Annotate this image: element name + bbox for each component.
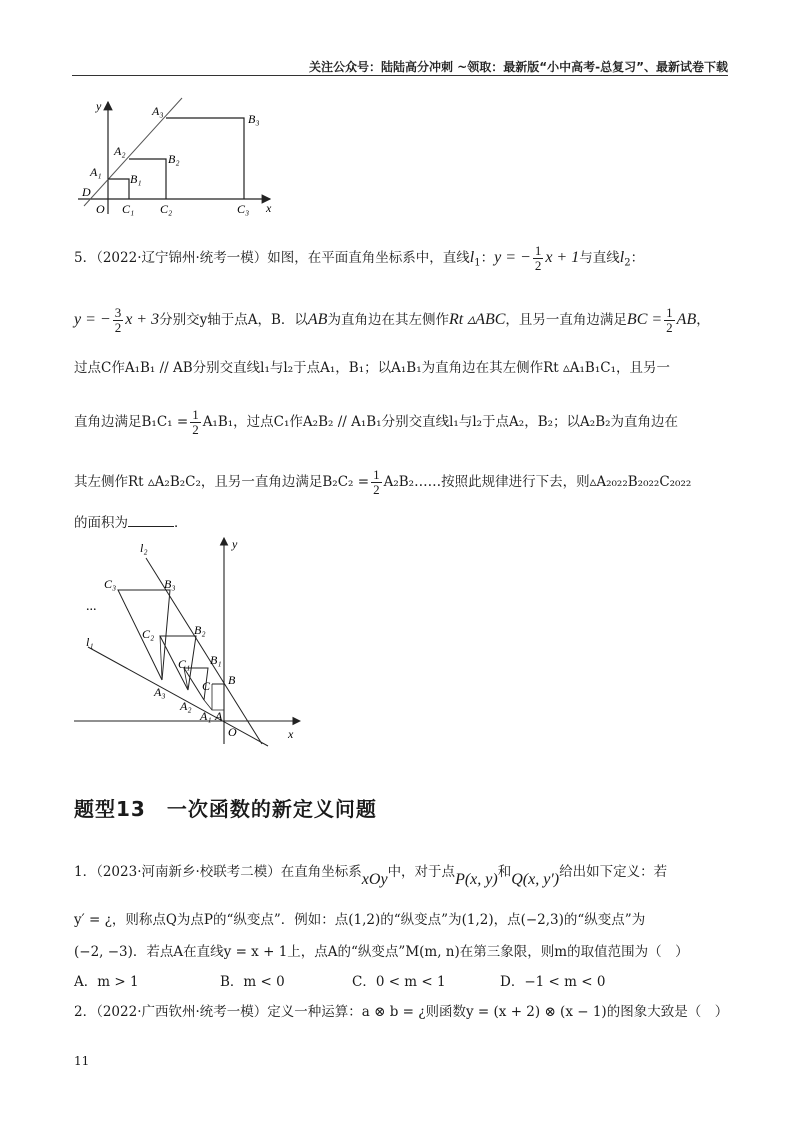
q5-text: 分别交y轴于点A，B．以 [159, 312, 308, 328]
q5-text: ： [630, 250, 645, 266]
q1-text: 中，对于点 [387, 864, 456, 880]
q5-text: 的面积为 [74, 515, 128, 531]
q2-text: 定义一种运算：a ⊗ b = ¿则函数y = (x + 2) ⊗ (x − 1)的图象大致是（ ） [267, 1004, 729, 1020]
fraction: $\frac{1}{2}$ [373, 467, 380, 497]
q1-text: 给出如下定义：若 [559, 864, 668, 880]
option-c[interactable]: C．0 < m < 1 [352, 974, 446, 990]
q1-source: （2023·河南新乡·校联考二模） [96, 864, 281, 880]
option-a[interactable]: A．m > 1 [74, 974, 139, 990]
header-rule [72, 75, 728, 76]
q5-number: 5． [74, 250, 97, 266]
q5-line-3: 过点C作A₁B₁ // AB分别交直线l₁与l₂于点A₁，B₁；以A₁B₁为直角边在其左侧作Rt ▵A₁B₁C₁，且另一 [74, 360, 671, 376]
option-d[interactable]: D．−1 < m < 0 [500, 974, 606, 990]
q5-line-1: 5．（2022·辽宁锦州·统考一模）如图，在平面直角坐标系中，直线$l_1$：y = − $\frac{1}{2}$ x + 1与直线$l_2$： [74, 243, 645, 273]
q1-line-1 [74, 862, 668, 888]
q5-text: ． [174, 515, 188, 531]
q5-text: 与直线 [579, 250, 620, 266]
q2-source: （2022·广西钦州·统考一模） [96, 1004, 268, 1020]
formula: y = − [74, 311, 111, 328]
q5-text: ， [696, 312, 710, 328]
fig2-label: ... [86, 599, 97, 614]
q5-line-5 [74, 468, 691, 497]
q1-line-2: y′ = ¿，则称点Q为点P的“纵变点”．例如：点(1,2)的“纵变点”为(1,2)，点(−2,3)的“纵变点”为 [74, 912, 646, 928]
fig1-label: B₂ [168, 152, 180, 166]
option-b[interactable]: B．m < 0 [220, 974, 285, 990]
fig1-label: A₂ [114, 144, 126, 158]
fig1-label: y [96, 99, 102, 113]
q5-text: 直角边满足B₁C₁ = [74, 414, 189, 430]
q5-text: A₂B₂……按照此规律进行下去，则▵A₂₀₂₂B₂₀₂₂C₂₀₂₂ [383, 474, 692, 490]
header-text: 关注公众号：陆陆高分冲刺 ~领取：最新版“小中高考-总复习”、最新试卷下载 [309, 60, 728, 74]
q5-text: 为直角边在其左侧作 [327, 312, 449, 328]
q5-line-6 [74, 512, 188, 533]
fig2-label: C [202, 679, 211, 693]
figure-staircase [74, 96, 284, 218]
formula: Rt ▵ABC [448, 311, 506, 328]
section-title: 题型13 一次函数的新定义问题 [74, 797, 377, 821]
step-1 [108, 179, 129, 199]
fraction: $\frac{1}{2}$ [192, 407, 199, 437]
fig2-label: l₁ [86, 635, 94, 649]
fig2-label: A [215, 709, 223, 723]
fig1-label: B₁ [130, 172, 142, 186]
answer-blank[interactable] [128, 512, 174, 527]
q1-number: 1． [74, 864, 97, 880]
l2-symbol: l [619, 249, 625, 266]
fig2-label: A₂ [180, 699, 192, 713]
fig2-label: y [232, 537, 238, 551]
fig2-label: B [228, 673, 236, 687]
figure-triangles [74, 534, 306, 750]
fig2-label: O [228, 725, 237, 739]
q5-text: A₁B₁，过点C₁作A₂B₂ // A₁B₁分别交直线l₁与l₂于点A₂，B₂；以A₂B₂为直角边在 [202, 414, 679, 430]
q5-line-2 [74, 306, 710, 335]
q5-text: ，且另一直角边满足 [505, 312, 627, 328]
formula: Q(x, y′) [511, 871, 560, 888]
q5-line-4 [74, 408, 678, 437]
fig1-label: x [266, 201, 272, 215]
fig2-label: B₃ [164, 577, 176, 591]
formula: AB [307, 311, 328, 328]
formula: x + 3 [125, 311, 160, 328]
formula: xOy [361, 871, 388, 888]
formula: BC = [626, 311, 663, 328]
fig1-label: C₃ [237, 202, 250, 216]
fig1-label: O [96, 202, 105, 216]
fig1-label: A₃ [152, 104, 164, 118]
formula: y = − [494, 249, 531, 266]
fig2-label: C₂ [142, 627, 155, 641]
fig2-label: B₁ [210, 653, 222, 667]
q5-source: （2022·辽宁锦州·统考一模） [96, 250, 268, 266]
q1-line-3: (−2, −3)．若点A在直线y = x + 1上，点A的“纵变点”M(m, n)在第三象限，则m的取值范围为（ ） [74, 944, 689, 960]
formula: x + 1 [545, 249, 580, 266]
fig2-label: l₂ [140, 541, 148, 555]
l1-symbol: l [469, 249, 475, 266]
fig2-label: C₁ [178, 657, 191, 671]
formula: P(x, y) [455, 871, 498, 888]
fig2-label: A₃ [154, 685, 166, 699]
page-number: 11 [74, 1054, 90, 1068]
q5-text: 如图，在平面直角坐标系中，直线 [267, 250, 470, 266]
fig2-label: x [288, 727, 294, 741]
formula: AB [676, 311, 697, 328]
fig1-label: A₁ [90, 165, 102, 179]
fig2-label: B₂ [194, 623, 206, 637]
triangle-abc [212, 684, 224, 710]
fraction: $\frac{1}{2}$ [666, 305, 673, 335]
q2-line-1 [74, 1002, 728, 1022]
fig2-label: C₃ [104, 577, 117, 591]
fig1-label: B₃ [248, 112, 260, 126]
q2-number: 2． [74, 1004, 97, 1020]
fraction: $\frac{1}{2}$ [534, 243, 542, 273]
q5-text: 其左侧作Rt ▵A₂B₂C₂，且另一直角边满足B₂C₂ = [74, 474, 370, 490]
fig1-label: C₁ [122, 202, 135, 216]
fig1-label: D [82, 185, 91, 199]
fig2-label: A₁ [200, 709, 212, 723]
q1-text: 和 [497, 864, 512, 880]
fig1-label: C₂ [160, 202, 173, 216]
fraction: $\frac{3}{2}$ [114, 305, 122, 335]
q1-text: 在直角坐标系 [280, 864, 362, 880]
